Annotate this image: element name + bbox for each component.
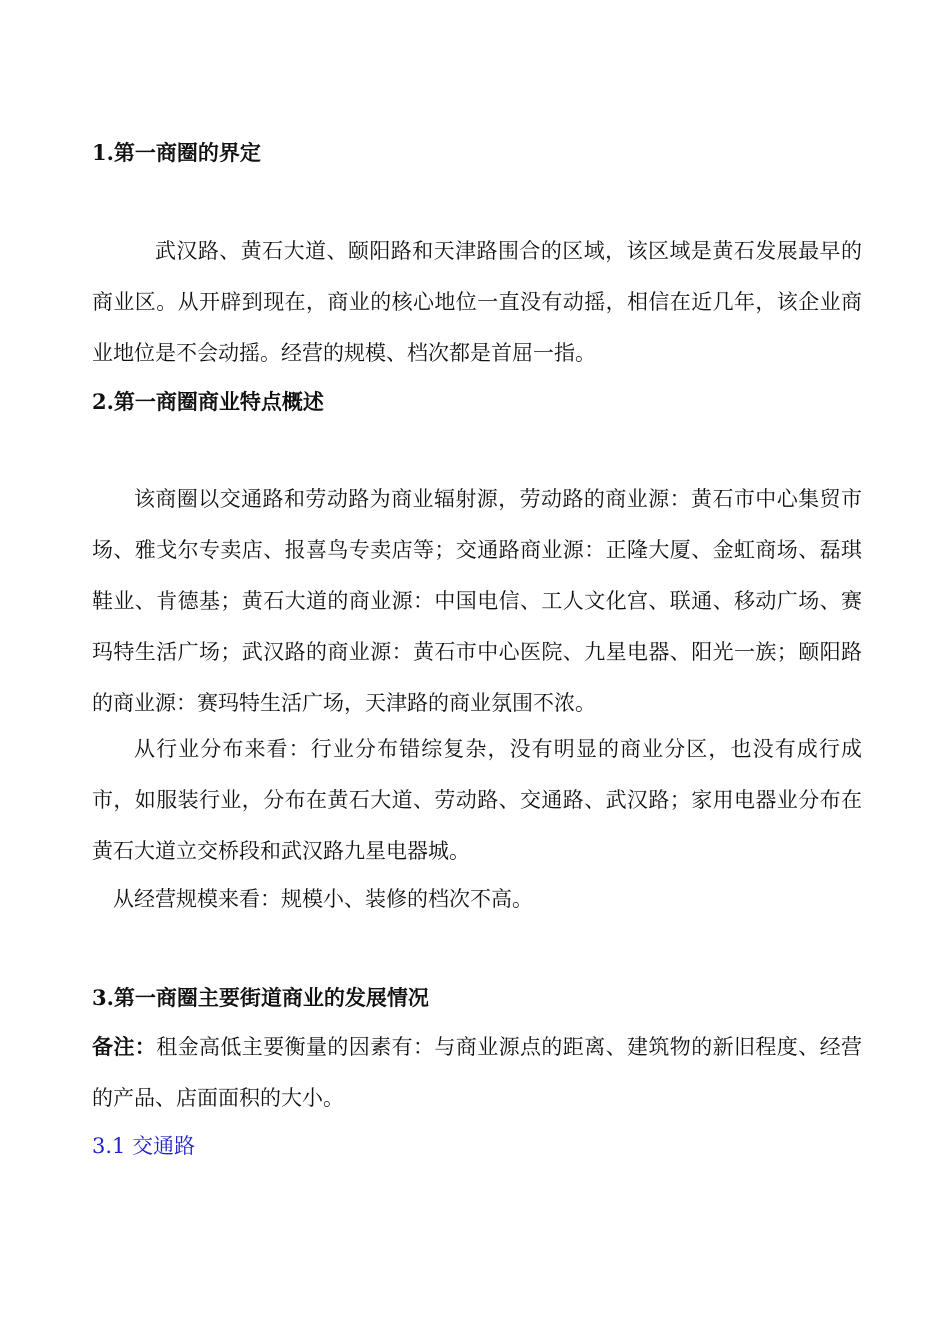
section-2-paragraph-2: 从行业分布来看：行业分布错综复杂，没有明显的商业分区，也没有成行成市，如服装行业，分布在黄石大道、劳动路、交通路、武汉路；家用电器业分布在黄石大道立交桥段和武汉路九星电器城。 [92,737,862,863]
note-text: 租金高低主要衡量的因素有：与商业源点的距离、建筑物的新旧程度、经营的产品、店面面积的大小。 [92,1035,863,1110]
section-2-paragraph-3: 从经营规模来看：规模小、装修的档次不高。 [113,887,533,911]
section-1-heading: 1.第一商圈的界定 [92,140,261,165]
section-2-paragraph-1: 该商圈以交通路和劳动路为商业辐射源，劳动路的商业源：黄石市中心集贸市场、雅戈尔专卖店、报喜鸟专卖店等；交通路商业源：正隆大厦、金虹商场、磊琪鞋业、肯德基；黄石大道的商业源：中国电信、工人文化宫、联通、移动广场、赛玛特生活广场；武汉路的商业源：黄石市中心医院、九星电器、阳光一族；颐阳路的商业源：赛玛特生活广场，天津路的商业氛围不浓。 [92,487,862,715]
subsection-3-1-heading[interactable]: 3.1 交通路 [92,1134,196,1158]
note-label: 备注： [92,1034,157,1059]
section-3-note [92,1021,862,1124]
section-1-body: 武汉路、黄石大道、颐阳路和天津路围合的区域，该区域是黄石发展最早的商业区。从开辟到现在，商业的核心地位一直没有动摇，相信在近几年，该企业商业地位是不会动摇。经营的规模、档次都是首屈一指。 [92,239,862,365]
section-2-heading: 2.第一商圈商业特点概述 [92,389,324,414]
section-3-heading: 3.第一商圈主要街道商业的发展情况 [92,985,429,1010]
